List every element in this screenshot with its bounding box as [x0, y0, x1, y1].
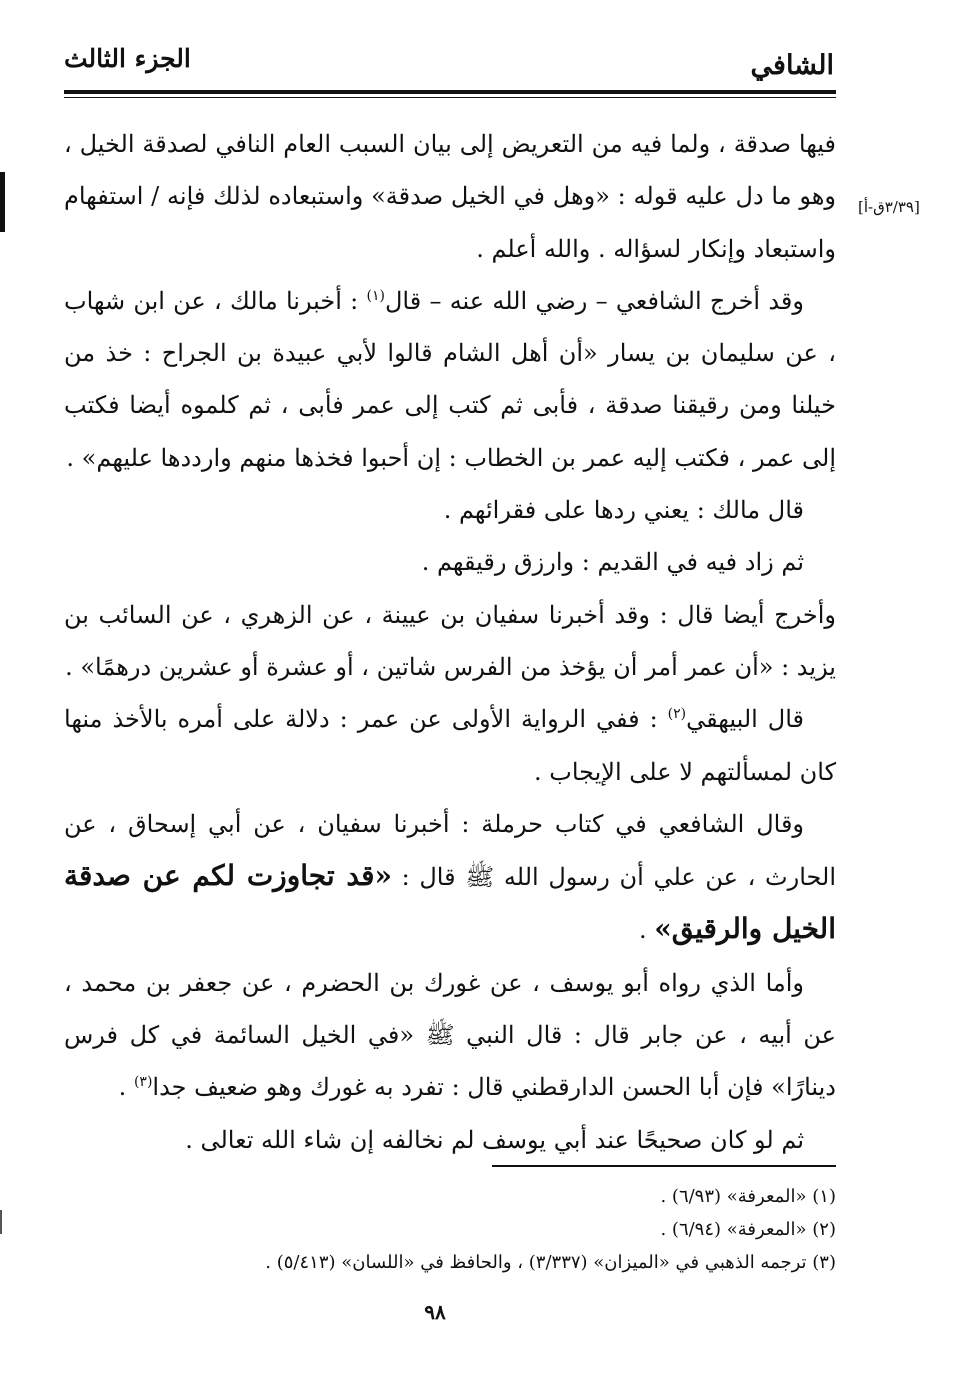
page-number: ٩٨	[424, 1300, 446, 1324]
paragraph-6-text-b: : ففي الرواية الأولى عن عمر : دلالة على أمره بالأخذ منها كان لمسألتهم لا على الإيجاب .	[64, 705, 836, 786]
footnote-ref-1: (١)	[366, 287, 385, 304]
paragraph-2-text-b: : أخبرنا مالك ، عن ابن شهاب ، عن سليمان بن يسار «أن أهل الشام قالوا لأبي عبيدة بن الجراح : خذ من خيلنا ومن رقيقنا صدقة ، فأبى ثم كتب إلى عمر فأبى ، ثم كلموه أيضا فكتب إلى عمر ، فكتب إليه عمر بن الخطاب : إن أحبوا فخذها منهم وارددها عليهم» .	[64, 286, 836, 472]
paragraph-2-text-a: وقد أخرج الشافعي – رضي الله عنه – قال	[384, 286, 804, 315]
running-header	[64, 38, 834, 88]
main-text	[64, 118, 836, 1166]
paragraph-6-text-a: قال البيهقي	[686, 705, 805, 734]
paragraph-8-text-a: وأما الذي رواه أبو يوسف ، عن غورك بن الحضرم ، عن جعفر بن محمد ، عن أبيه ، عن جابر قال : قال النبي ﷺ «في الخيل السائمة في كل فرس دينارًا» فإن أبا الحسن الدارقطني قال : تفرد به غورك وهو ضعيف جدا	[64, 968, 836, 1102]
footnote-ref-3: (٣)	[133, 1074, 153, 1091]
paragraph-2	[64, 275, 836, 484]
hadith-quote: «قد تجاوزت لكم عن صدقة الخيل والرقيق»	[64, 859, 836, 946]
header-rule-thin	[64, 97, 836, 98]
paragraph-7	[64, 798, 836, 957]
paragraph-7-text-a: وقال الشافعي في كتاب حرملة : أخبرنا سفيان ، عن أبي إسحاق ، عن الحارث ، عن علي أن رسول الله ﷺ قال :	[64, 809, 836, 892]
scan-edge-tick	[0, 1210, 2, 1234]
footnote-ref-2: (٢)	[667, 706, 687, 723]
paragraph-6	[64, 693, 836, 798]
header-rule-thick	[64, 90, 836, 94]
footnote-2: (٢) «المعرفة» (٦/٩٤) .	[660, 1219, 836, 1240]
paragraph-8-text-b: .	[118, 1073, 134, 1102]
paragraph-4: ثم زاد فيه في القديم : وارزق رقيقهم .	[421, 548, 804, 577]
paragraph-3: قال مالك : يعني ردها على فقرائهم .	[443, 496, 804, 525]
volume-title: الجزء الثالث	[64, 44, 191, 73]
paragraph-8	[64, 957, 836, 1114]
paragraph-5: وأخرج أيضا قال : وقد أخبرنا سفيان بن عيينة ، عن الزهري ، عن السائب بن يزيد : «أن عمر أمر أن يؤخذ من الفرس شاتين ، أو عشرة أو عشرين درهمًا» .	[64, 600, 836, 681]
footnote-3: (٣) ترجمه الذهبي في «الميزان» (٣/٣٣٧) ، والحافظ في «اللسان» (٥/٤١٣) .	[265, 1252, 836, 1273]
paragraph-1: فيها صدقة ، ولما فيه من التعريض إلى بيان السبب العام النافي لصدقة الخيل ، وهو ما دل عليه قوله : «وهل في الخيل صدقة» واستبعاده لذلك فإنه / استفهام واستبعاد وإنكار لسؤاله . والله أعلم .	[64, 130, 836, 263]
manuscript-folio-reference: [٣/٣٩ق-أ]	[858, 198, 920, 216]
paragraph-9: ثم لو كان صحيحًا عند أبي يوسف لم نخالفه إن شاء الله تعالى .	[185, 1125, 804, 1154]
footnote-1: (١) «المعرفة» (٦/٩٣) .	[660, 1186, 836, 1207]
footnotes	[64, 1180, 836, 1279]
book-title: الشافي	[750, 50, 834, 81]
footnote-separator	[492, 1165, 836, 1167]
paragraph-7-text-b: .	[638, 916, 655, 945]
scan-edge-mark	[0, 172, 5, 232]
